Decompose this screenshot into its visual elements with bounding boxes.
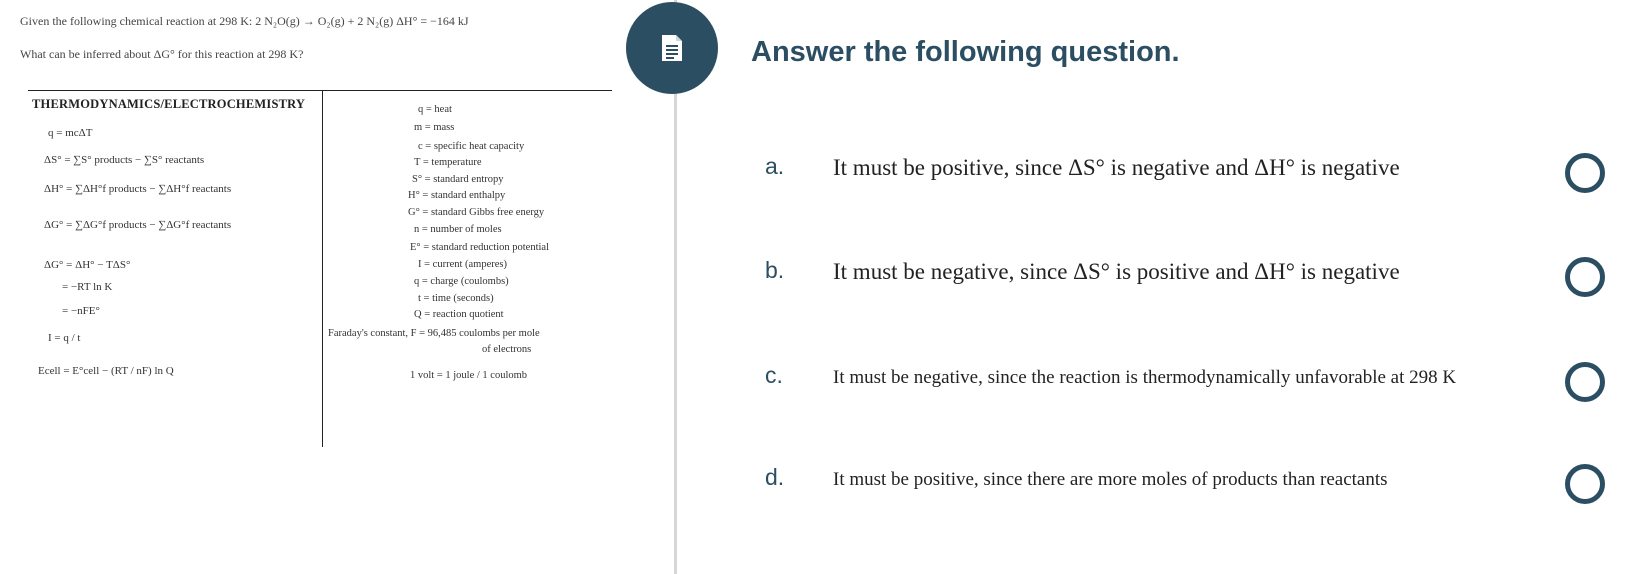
definition-charge: q = charge (coulombs): [414, 276, 509, 287]
definition-reaction-quotient: Q = reaction quotient: [414, 309, 504, 320]
definition-moles: n = number of moles: [414, 224, 502, 235]
definition-heat-capacity: c = specific heat capacity: [418, 141, 525, 152]
choice-d[interactable]: [765, 464, 1605, 504]
definition-current: I = current (amperes): [418, 259, 507, 270]
radio-circle-icon[interactable]: [1565, 257, 1605, 297]
choice-d-letter: d.: [765, 464, 785, 490]
radio-circle-icon[interactable]: [1565, 464, 1605, 504]
reference-heading: THERMODYNAMICS/ELECTROCHEMISTRY: [32, 97, 306, 111]
choice-b-letter: b.: [765, 257, 785, 283]
prompt-heading: Answer the following question.: [751, 36, 1180, 68]
question-reaction-line: Given the following chemical reaction at 298 K: 2 N₂O(g) → O₂(g) + 2 N₂(g) ΔH° = −164 kJ: [20, 14, 469, 28]
choice-a-letter: a.: [765, 153, 785, 179]
question-text: What can be inferred about ΔG° for this reaction at 298 K?: [20, 47, 304, 61]
equation-gibbs: ΔG° = ΔH° − TΔS°: [44, 259, 131, 271]
equation-heat: q = mcΔT: [48, 127, 93, 139]
choice-c-letter: c.: [765, 362, 783, 388]
document-icon: [660, 33, 684, 63]
definition-gibbs: G° = standard Gibbs free energy: [408, 207, 545, 218]
definition-entropy: S° = standard entropy: [412, 174, 504, 185]
choice-a[interactable]: [765, 153, 1605, 193]
choice-c-text: It must be negative, since the reaction is thermodynamically unfavorable at 298 K: [833, 367, 1457, 388]
definition-enthalpy: H° = standard enthalpy: [408, 190, 506, 201]
definition-temperature: T = temperature: [414, 157, 482, 168]
choice-b[interactable]: [765, 257, 1605, 297]
definition-volt: 1 volt = 1 joule / 1 coulomb: [410, 370, 528, 381]
choice-b-text: It must be negative, since ΔS° is positive and ΔH° is negative: [833, 259, 1400, 284]
radio-circle-icon[interactable]: [1565, 362, 1605, 402]
equation-gibbs-formation: ΔG° = ∑ΔG°f products − ∑ΔG°f reactants: [44, 219, 232, 231]
equation-gibbs-k: = −RT ln K: [62, 281, 113, 293]
reference-pane: [0, 0, 677, 574]
definition-mass: m = mass: [414, 122, 455, 133]
equation-current: I = q / t: [48, 332, 81, 344]
radio-circle-icon[interactable]: [1565, 153, 1605, 193]
choice-c[interactable]: [765, 362, 1605, 402]
document-button[interactable]: [626, 2, 718, 94]
equation-enthalpy: ΔH° = ∑ΔH°f products − ∑ΔH°f reactants: [44, 183, 232, 195]
definition-heat: q = heat: [418, 104, 452, 115]
reference-table-divider: [322, 90, 323, 447]
definition-time: t = time (seconds): [418, 293, 494, 304]
choice-a-text: It must be positive, since ΔS° is negative and ΔH° is negative: [833, 155, 1400, 180]
equation-gibbs-e: = −nFE°: [62, 305, 100, 317]
definition-reduction-potential: E° = standard reduction potential: [410, 242, 549, 253]
definition-faraday: Faraday's constant, F = 96,485 coulombs per mole: [328, 328, 540, 339]
equation-nernst: Ecell = E°cell − (RT / nF) ln Q: [38, 365, 174, 377]
reference-table-top-rule: [28, 90, 612, 91]
choice-d-text: It must be positive, since there are more moles of products than reactants: [833, 469, 1388, 490]
definition-faraday-cont: of electrons: [482, 344, 532, 355]
equation-entropy: ΔS° = ∑S° products − ∑S° reactants: [44, 154, 205, 166]
